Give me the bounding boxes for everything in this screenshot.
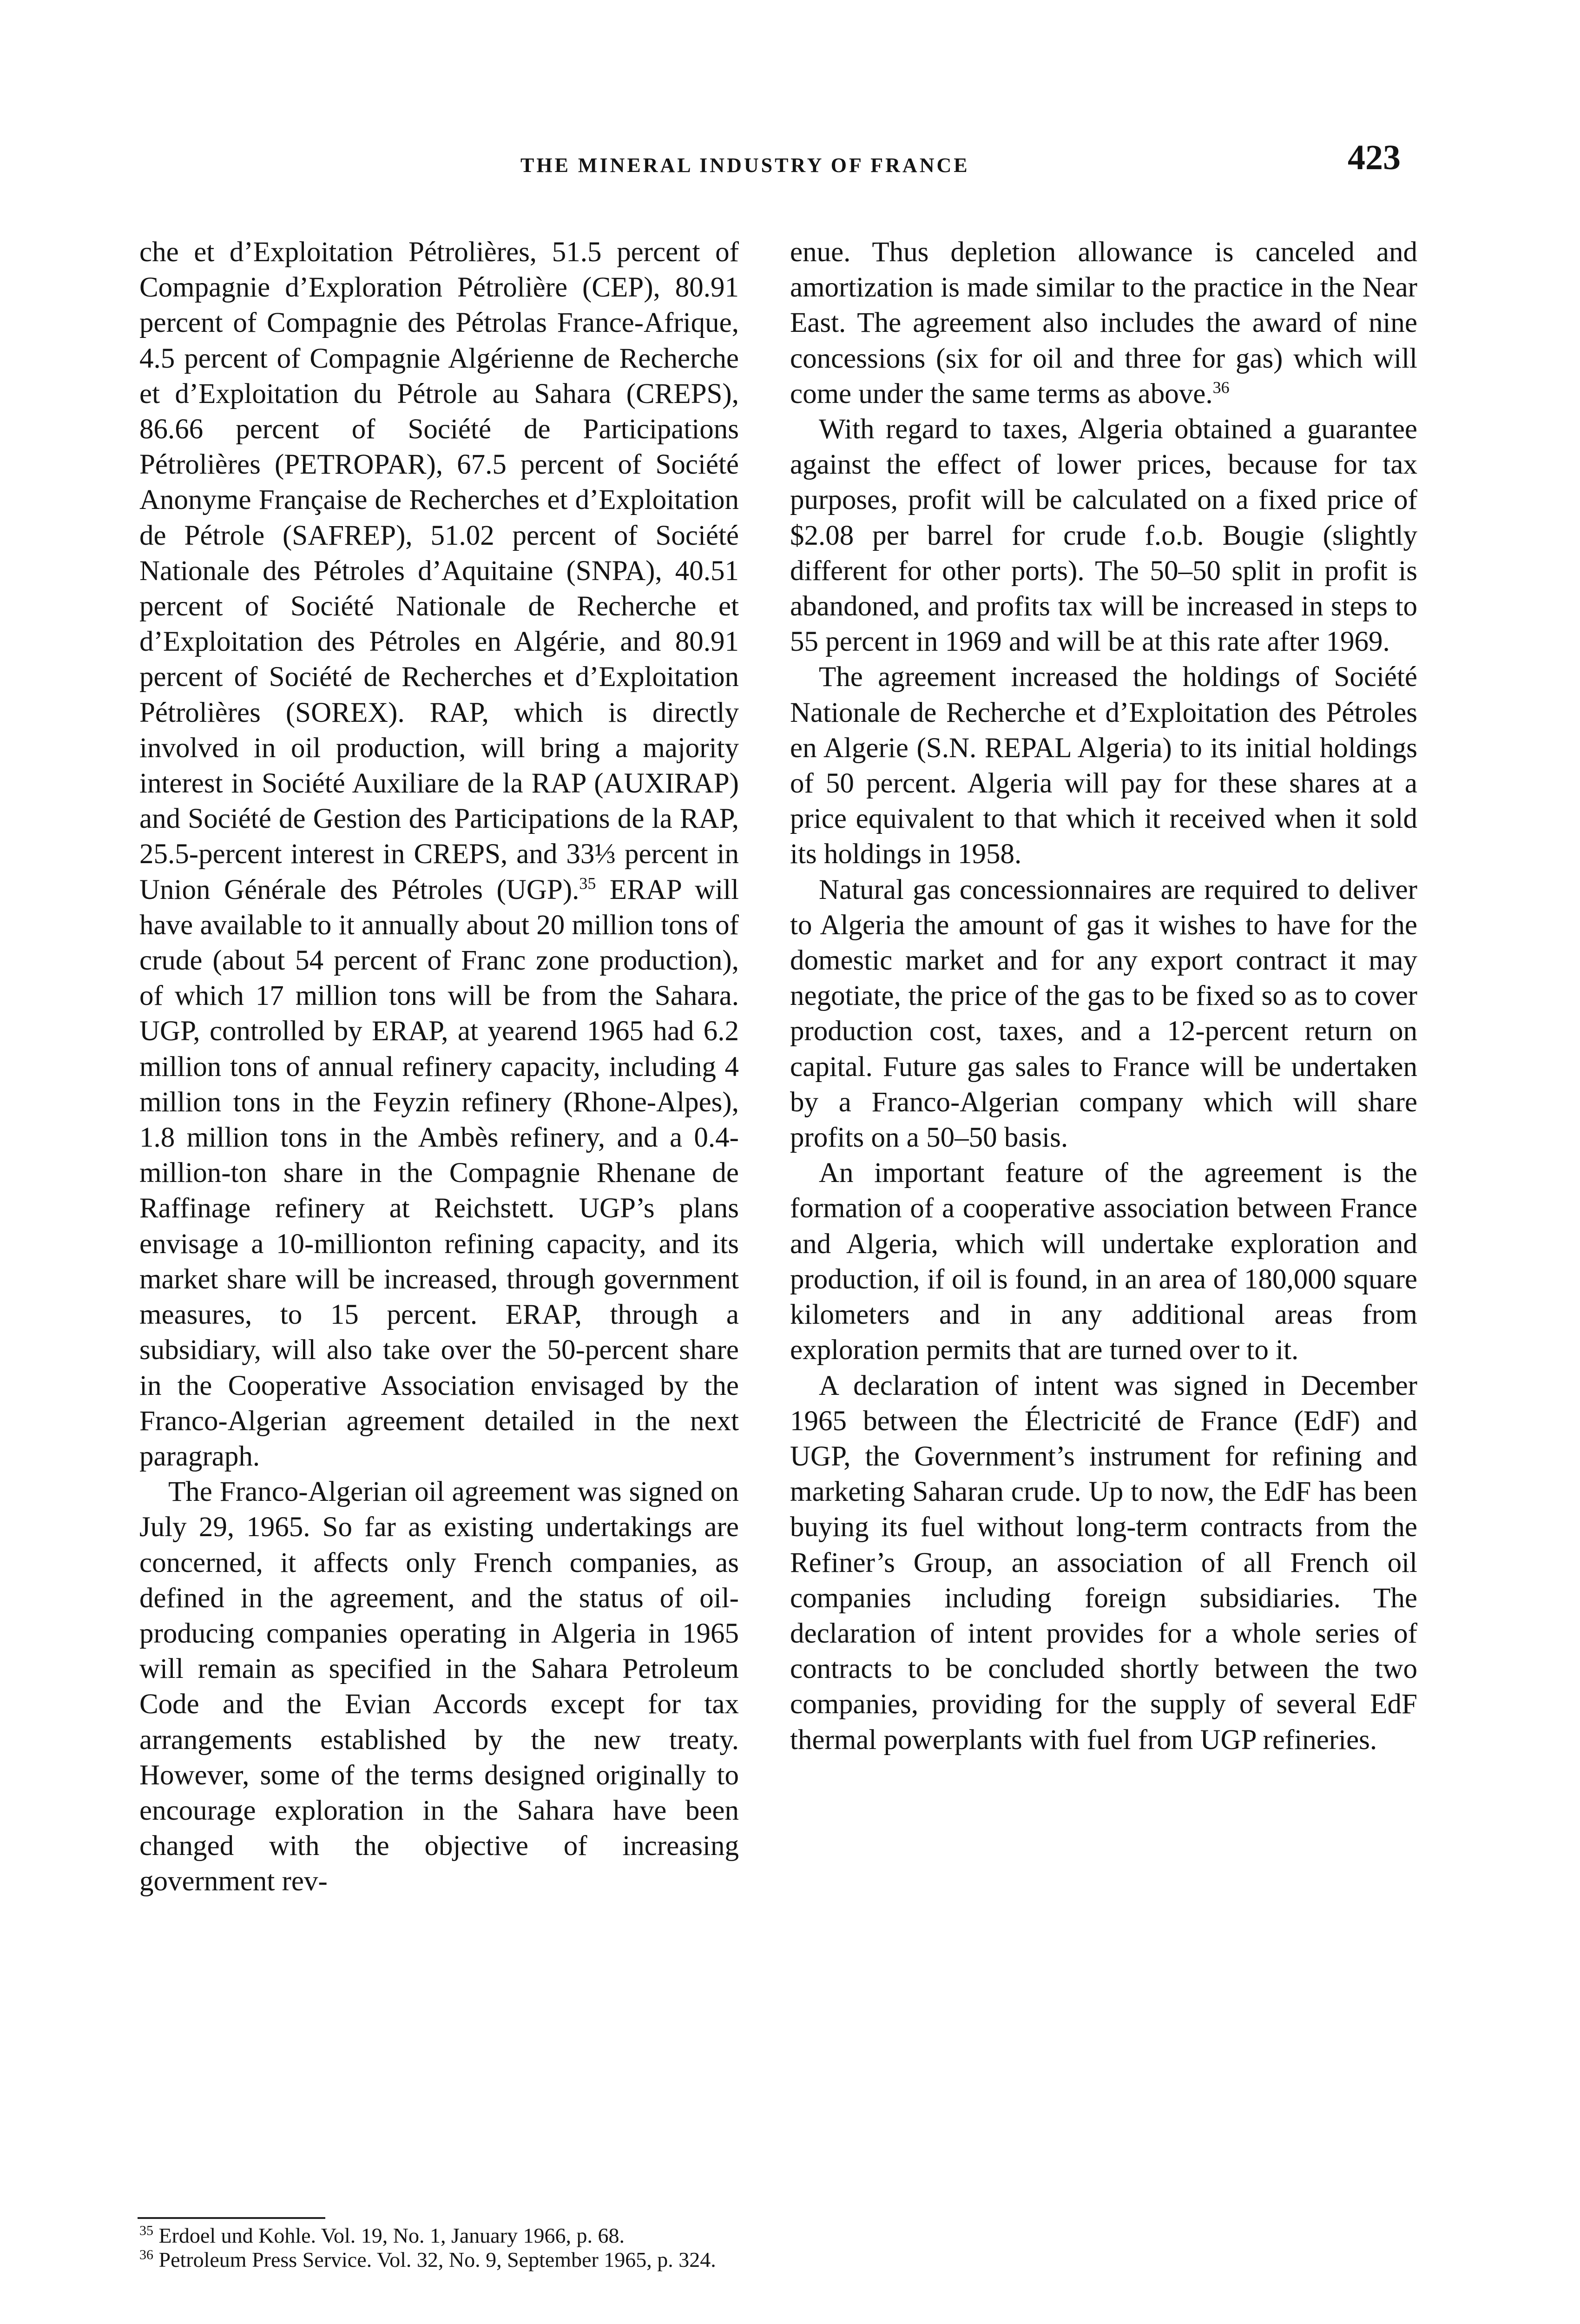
left-column [139,235,739,1900]
right-paragraph-1 [790,235,1417,412]
right-paragraph-1-text: enue. Thus depletion allowance is canceled and amortization is made similar to the practice in the Near East. The agreement also includes the award of nine concessions (six for oil and three for gas) which will come under the same terms as above. [790,237,1417,409]
right-paragraph-5: An important feature of the agreement is the formation of a cooperative association between France and Algeria, which will undertake exploration and production, if oil is found, in an area of 180,000 square kilometers and in any additional areas from exploration permits that are turned over to it. [790,1157,1417,1366]
right-paragraph-4: Natural gas concessionnaires are required to deliver to Algeria the amount of gas it wishes to have for the domestic market and for any export contract it may negotiate, the price of the gas to be fixed so as to cover production cost, taxes, and a 12-percent return on capital. Future gas sales to France will be undertaken by a Franco-Algerian company which will share profits on a 50–50 basis. [790,874,1417,1154]
footnote-35 [139,2224,1069,2248]
right-paragraph-3: The agreement increased the holdings of Société Nationale de Recherche et d’Exploitation des Pétroles en Algerie (S.N. REPAL Algeria) to its initial holdings of 50 percent. Algeria will pay for these shares at a price equivalent to that which it received when it sold its holdings in 1958. [790,661,1417,870]
right-paragraph-2: With regard to taxes, Algeria obtained a guarantee against the effect of lower prices, because for tax purposes, profit will be calculated on a fixed price of $2.08 per barrel for crude f.o.b. Bougie (slightly different for other ports). The 50–50 split in profit is abandoned, and profits tax will be increased in steps to 55 percent in 1969 and will be at this rate after 1969. [790,414,1417,658]
left-paragraph-1 [139,235,739,1474]
footnote-ref-35: 35 [579,874,596,893]
page-number: 423 [1348,138,1401,177]
left-paragraph-2: The Franco-Algerian oil agreement was signed on July 29, 1965. So far as existing undertakings are concerned, it affects only French companies, as defined in the agreement, and the status of oil-producing companies operating in Algeria in 1965 will remain as specified in the Sahara Petroleum Code and the Evian Accords except for tax arrangements established by the new treaty. However, some of the terms designed originally to encourage exploration in the Sahara have been changed with the objective of increasing government rev- [139,1476,739,1897]
right-column [790,235,1417,1758]
footnote-mark: 36 [139,2247,153,2263]
footnote-36 [139,2248,1069,2272]
running-title: THE MINERAL INDUSTRY OF FRANCE [520,154,970,177]
footnotes [139,2224,1069,2272]
footnote-ref-36: 36 [1212,378,1230,397]
footnote-text: Erdoel und Kohle. Vol. 19, No. 1, January 1966, p. 68. [158,2224,625,2247]
left-paragraph-1-text: che et d’Exploitation Pétrolières, 51.5 percent of Compagnie d’Exploration Pétrolière (CEP), 80.91 percent of Compagnie des Pétrolas France-Afrique, 4.5 percent of Compagnie Algérienne de Recherche et d’Exploitation du Pétrole au Sahara (CREPS), 86.66 percent of Société de Participations Pétrolières (PETROPAR), 67.5 percent of Société Anonyme Française de Recherches et d’Exploitation de Pétrole (SAFREP), 51.02 percent of Société Nationale des Pétroles d’Aquitaine (SNPA), 40.51 percent of Société Nationale de Recherche et d’Exploitation des Pétroles en Algérie, and 80.91 percent of Société de Recherches et d’Exploitation Pétrolières (SOREX). RAP, which is directly involved in oil production, will bring a majority interest in Société Auxiliare de la RAP (AUXIRAP) and Société de Gestion des Participations de la RAP, 25.5-percent interest in CREPS, and 33⅓ percent in Union Générale des Pétroles (UGP). [139,237,739,905]
footnote-text: Petroleum Press Service. Vol. 32, No. 9, September 1965, p. 324. [158,2248,716,2271]
left-paragraph-1-tail: ERAP will have available to it annually about 20 million tons of crude (about 54 percent of Franc zone production), of which 17 million tons will be from the Sahara. UGP, controlled by ERAP, at yearend 1965 had 6.2 million tons of annual refinery capacity, including 4 million tons in the Feyzin refinery (Rhone-Alpes), 1.8 million tons in the Ambès refinery, and a 0.4-million-ton share in the Compagnie Rhenane de Raffinage refinery at Reichstett. UGP’s plans envisage a 10-millionton refining capacity, and its market share will be increased, through government measures, to 15 percent. ERAP, through a subsidiary, will also take over the 50-percent share in the Cooperative Association envisaged by the Franco-Algerian agreement detailed in the next paragraph. [139,874,739,1472]
footnote-divider [138,2217,325,2219]
right-paragraph-6: A declaration of intent was signed in December 1965 between the Électricité de France (EdF) and UGP, the Government’s instrument for refining and marketing Saharan crude. Up to now, the EdF has been buying its fuel without long-term contracts from the Refiner’s Group, an association of all French oil companies including foreign subsidiaries. The declaration of intent provides for a whole series of contracts to be concluded shortly between the two companies, providing for the supply of several EdF thermal powerplants with fuel from UGP refineries. [790,1370,1417,1756]
footnote-mark: 35 [139,2223,153,2238]
